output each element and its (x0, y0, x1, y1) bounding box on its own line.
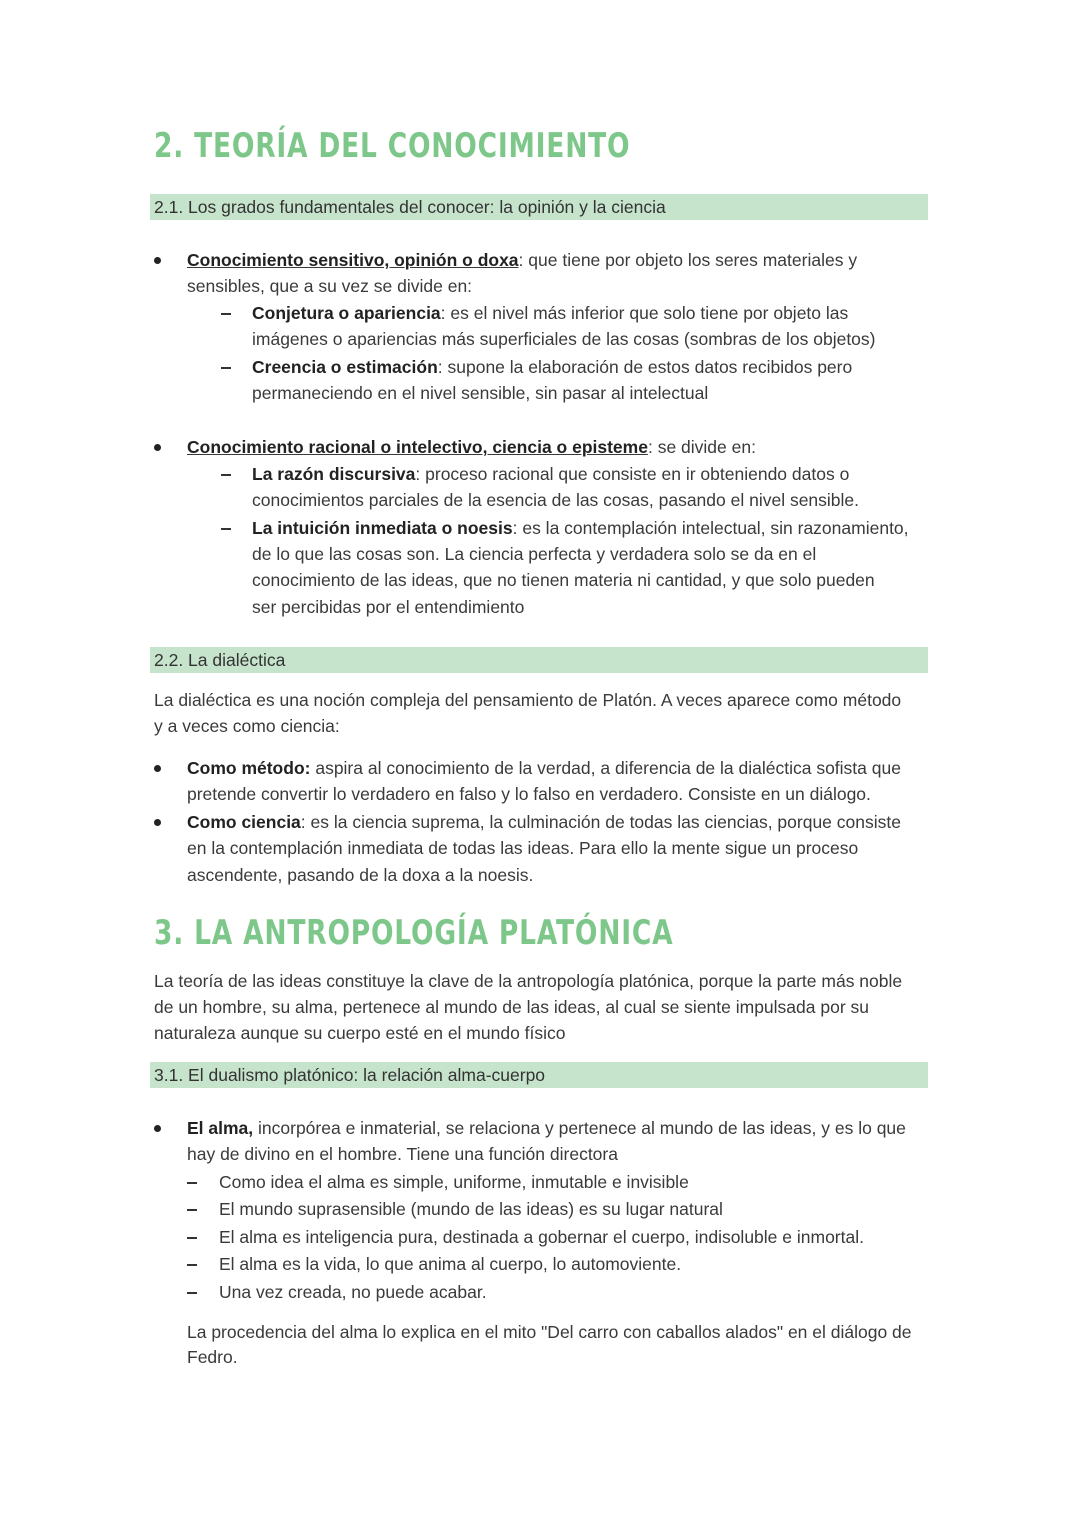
bullet-3-text: aspira al conocimiento de la verdad, a diferencia de la dialéctica sofista que (310, 758, 901, 778)
dash-icon (221, 313, 231, 315)
bullet-4-line-1 (187, 809, 901, 835)
bullet-4-line-2: en la contemplación inmediata de todas las ideas. Para ello la mente sigue un proceso (187, 838, 859, 858)
dash-term: La razón discursiva (252, 464, 416, 484)
dash-term: Conjetura o apariencia (252, 303, 441, 323)
bullet-3-term: Como método: (187, 758, 311, 778)
subsection-2-2-bar (150, 647, 928, 673)
bullet-4-line-3: ascendente, pasando de la doxa a la noesis. (187, 865, 534, 885)
dash-term: La intuición inmediata o noesis (252, 518, 513, 538)
alma-dash-5: Una vez creada, no puede acabar. (219, 1282, 487, 1302)
bullet-2-dash-2-line-2: de lo que las cosas son. La ciencia perfecta y verdadera solo se da en el (252, 544, 817, 564)
antropologia-paragraph-line-1: La teoría de las ideas constituye la clave de la antropología platónica, porque la parte más noble (154, 971, 903, 991)
dash-icon (187, 1182, 197, 1184)
bullet-icon (154, 765, 161, 772)
bullet-1-line-2: sensibles, que a su vez se divide en: (187, 276, 473, 296)
dash-text: : es la contemplación intelectual, sin razonamiento, (512, 518, 909, 538)
subsection-3-1-bar (150, 1062, 928, 1088)
bullet-2-dash-1-line-2: conocimientos parciales de la esencia de las cosas, pasando el nivel sensible. (252, 490, 860, 510)
closing-paragraph-line-1: La procedencia del alma lo explica en el mito "Del carro con caballos alados" en el diálogo de (187, 1322, 912, 1342)
bullet-5-term: El alma, (187, 1118, 254, 1138)
bullet-3-line-1 (187, 755, 901, 781)
dash-text: : proceso racional que consiste en ir obteniendo datos o (415, 464, 850, 484)
dialectica-paragraph-line-1: La dialéctica es una noción compleja del pensamiento de Platón. A veces aparece como método (154, 690, 902, 710)
bullet-1-text: : que tiene por objeto los seres materiales y (518, 250, 858, 270)
bullet-1-dash-2-line-1 (252, 354, 852, 380)
dash-icon (187, 1209, 197, 1211)
bullet-2-line-1 (187, 434, 756, 460)
bullet-3-line-2: pretende convertir lo verdadero en falso y lo falso en verdadero. Consiste en un diálogo. (187, 784, 871, 804)
dash-text: : es el nivel más inferior que solo tiene por objeto las (440, 303, 849, 323)
alma-dash-3: El alma es inteligencia pura, destinada a gobernar el cuerpo, indisoluble e inmortal. (219, 1227, 864, 1247)
bullet-5-line-2: hay de divino en el hombre. Tiene una función directora (187, 1144, 618, 1164)
subsection-2-2-title: 2.2. La dialéctica (154, 650, 286, 670)
section-2-title: 2. TEORÍA DEL CONOCIMIENTO (154, 126, 631, 166)
bullet-icon (154, 257, 161, 264)
dash-term: Creencia o estimación (252, 357, 438, 377)
bullet-icon (154, 444, 161, 451)
bullet-2-dash-2-line-3: conocimiento de las ideas, que no tienen materia ni cantidad, y que solo pueden (252, 570, 875, 590)
bullet-1-dash-1-line-2: imágenes o apariencias más superficiales de las cosas (sombras de los objetos) (252, 329, 876, 349)
bullet-5-text: incorpórea e inmaterial, se relaciona y pertenece al mundo de las ideas, y es lo que (253, 1118, 906, 1138)
section-3-title: 3. LA ANTROPOLOGÍA PLATÓNICA (154, 913, 674, 953)
dash-icon (187, 1292, 197, 1294)
bullet-2-dash-2-line-4: ser percibidas por el entendimiento (252, 597, 525, 617)
bullet-1-line-1 (187, 247, 857, 273)
bullet-5-line-1 (187, 1115, 906, 1141)
bullet-icon (154, 1125, 161, 1132)
subsection-3-1-title: 3.1. El dualismo platónico: la relación alma-cuerpo (154, 1065, 546, 1085)
bullet-4-text: : es la ciencia suprema, la culminación de todas las ciencias, porque consiste (300, 812, 901, 832)
antropologia-paragraph-line-2: de un hombre, su alma, pertenece al mundo de las ideas, al cual se siente impulsada por su (154, 997, 870, 1017)
bullet-2-term: Conocimiento racional o intelectivo, ciencia o episteme (187, 437, 648, 457)
alma-dash-2: El mundo suprasensible (mundo de las ideas) es su lugar natural (219, 1199, 723, 1219)
dash-icon (187, 1264, 197, 1266)
dash-icon (221, 367, 231, 369)
alma-dash-1: Como idea el alma es simple, uniforme, inmutable e invisible (219, 1172, 689, 1192)
closing-paragraph-line-2: Fedro. (187, 1347, 238, 1367)
antropologia-paragraph-line-3: naturaleza aunque su cuerpo esté en el mundo físico (154, 1023, 566, 1043)
alma-dash-4: El alma es la vida, lo que anima al cuerpo, lo automoviente. (219, 1254, 682, 1274)
bullet-2-dash-2-line-1 (252, 515, 909, 541)
bullet-1-term: Conocimiento sensitivo, opinión o doxa (187, 250, 519, 270)
bullet-icon (154, 819, 161, 826)
bullet-4-term: Como ciencia (187, 812, 301, 832)
dash-icon (187, 1237, 197, 1239)
bullet-1-dash-1-line-1 (252, 300, 848, 326)
bullet-2-text: : se divide en: (647, 437, 756, 457)
subsection-2-1-bar (150, 194, 928, 220)
subsection-2-1-title: 2.1. Los grados fundamentales del conocer: la opinión y la ciencia (154, 197, 666, 217)
dash-icon (221, 474, 231, 476)
dialectica-paragraph-line-2: y a veces como ciencia: (154, 716, 340, 736)
dash-icon (221, 528, 231, 530)
bullet-1-dash-2-line-2: permaneciendo en el nivel sensible, sin pasar al intelectual (252, 383, 709, 403)
dash-text: : supone la elaboración de estos datos recibidos pero (437, 357, 853, 377)
bullet-2-dash-1-line-1 (252, 461, 849, 487)
